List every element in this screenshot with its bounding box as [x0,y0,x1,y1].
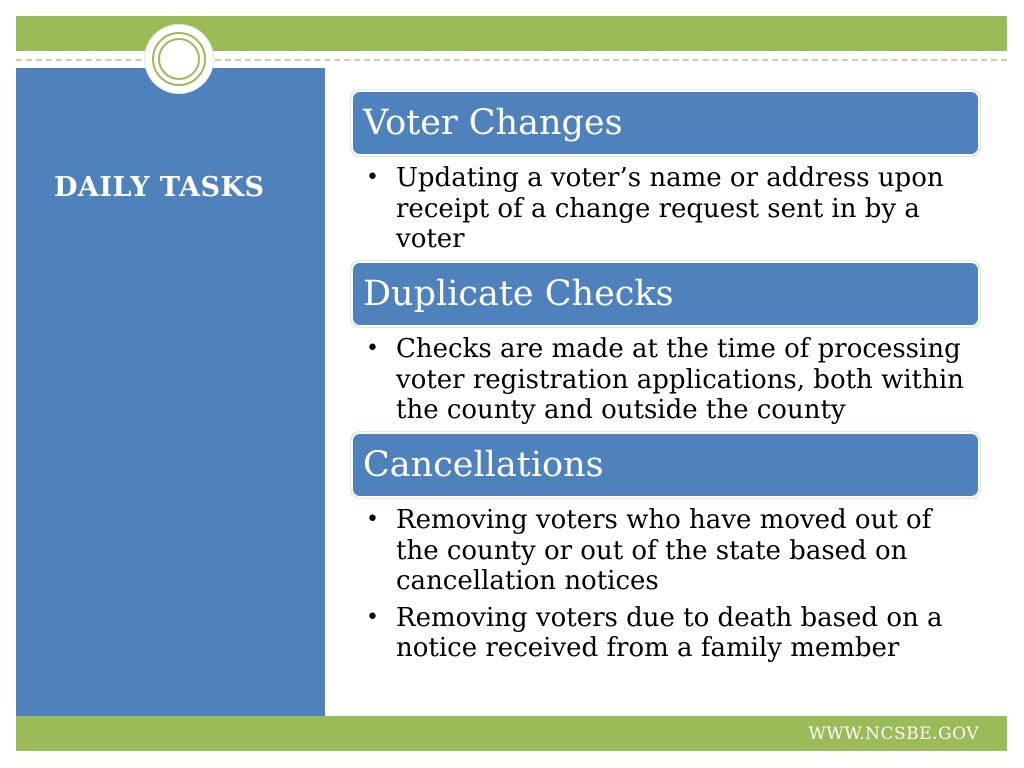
bullet-icon: • [366,604,379,630]
bullet-text: Removing voters due to death based on a notice received from a family member [396,602,943,663]
footer-url: WWW.NCSBE.GOV [808,724,979,744]
section-header-label: Cancellations [363,445,604,485]
bullet-text: Updating a voter’s name or address upon receipt of a change request sent in by a voter [396,163,944,254]
emblem-outer-ring [152,32,206,86]
left-title-panel [16,68,325,716]
section-bullets-voter-changes [366,163,976,261]
bullet-icon: • [366,507,379,532]
list-item [366,603,976,664]
section-header-duplicate-checks [350,260,981,328]
section-header-label: Voter Changes [363,103,623,143]
section-header-label: Duplicate Checks [363,274,674,314]
section-bullets-duplicate-checks [366,334,976,432]
list-item [366,505,976,597]
section-header-cancellations [350,431,981,499]
list-item [366,334,976,426]
section-bullets-cancellations [366,505,976,670]
bullet-icon: • [366,336,379,361]
bullet-text: Checks are made at the time of processing voter registration applications, both within the county and outside the county [396,334,964,425]
emblem-inner-ring [158,38,200,80]
slide-title: DAILY TASKS [54,172,265,203]
bullet-text: Removing voters who have moved out of the county or out of the state based on cancellation notices [396,505,932,596]
list-item [366,163,976,255]
circle-emblem-icon [145,25,213,93]
bullet-icon: • [366,165,379,190]
section-header-voter-changes [350,89,981,157]
